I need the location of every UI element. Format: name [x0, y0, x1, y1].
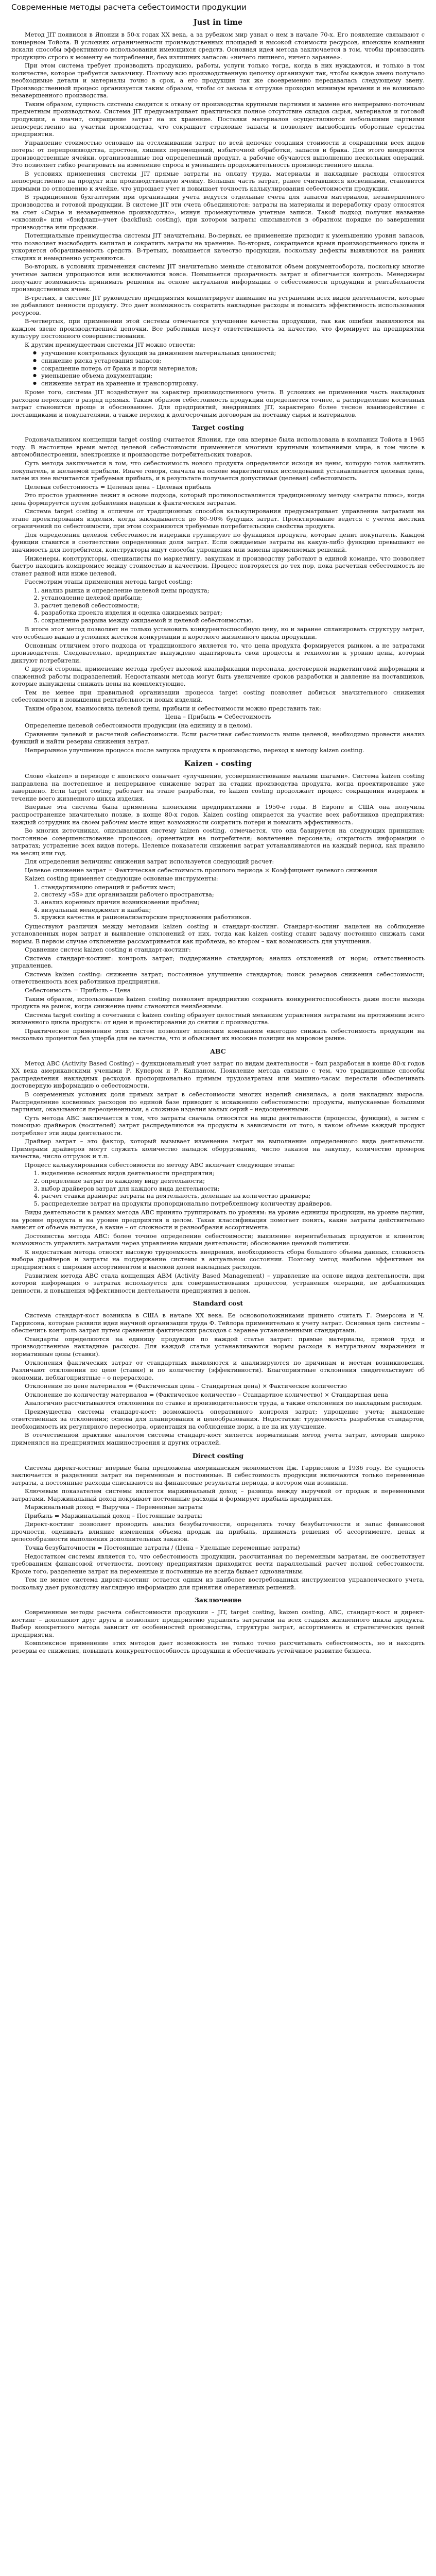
section-6 — [11, 1452, 425, 1591]
paragraph: Метод ABC (Activity Based Costing) – функциональный учет затрат по видам деятельности – был разработан в конце 80-х годов XX века американскими учеными Р. Купером и Р. Капланом. Появление метода связано с тем, что традиционные способы распределения накладных расходов пропорционально прямым трудозатратам или машино-часам перестали обеспечивать достоверную информацию о себестоимости. — [11, 1059, 425, 1090]
section-5 — [11, 1299, 425, 1446]
numbered-list — [11, 1170, 425, 1207]
list-item: 5. сокращение разрыва между ожидаемой и целевой себестоимостью. — [41, 617, 425, 624]
list-item: 3. выбор драйверов затрат для каждого вида деятельности; — [41, 1185, 425, 1193]
list-item: 1. анализ рынка и определение целевой цены продукта; — [41, 587, 425, 595]
paragraph: Кроме того, система JIT воздействует на характер производственного учета. В условиях ее применения часть накладных расходов переходит в разряд прямых. Таким образом себестоимость продукции определяется точнее, а распределение косвенных затрат становится проще и обоснованнее. Для предприятий, внедривших JIT, характерно более тесное взаимодействие с поставщиками и покупателями, а также переход к долгосрочным договорам на поставку сырья и материалов. — [11, 388, 425, 418]
paragraph: Практическое применение этих систем позволяет японским компаниям ежегодно снижать себестоимость продукции на несколько процентов без ущерба для ее качества, что и объясняет их высокие позиции на мировом рынке. — [11, 1027, 425, 1042]
paragraph: В условиях применения системы JIT прямые затраты на оплату труда, материалы и накладные расходы относятся непосредственно на продукт или производственную ячейку. Большая часть затрат, ранее считавшихся косвенными, становится прямыми по отношению к ячейке, что упрощает учет и повышает точность калькулирования себестоимости продукции. — [11, 170, 425, 192]
paragraph: Отклонение по цене материалов = (Фактическая цена – Стандартная цена) × Фактическое количество — [25, 1382, 347, 1390]
section-1 — [11, 19, 425, 418]
paragraph: Основным отличием этого подхода от традиционного является то, что цена продукта формируется рынком, а не затратами производителя. Следовательно, предприятие вынуждено адаптировать свои процессы и технологии к уровню цены, который диктуют потребители. — [11, 641, 425, 664]
list-item: 3. расчет целевой себестоимости; — [41, 602, 425, 609]
paragraph: Родоначальником концепции target costing считается Япония, где она впервые была использована в компании Тойота в 1965 году. В настоящее время метод целевой себестоимости применяется многими крупными компаниями мира, в том числе в автомобилестроении, электронике и производстве потребительских товаров. — [11, 436, 425, 459]
section-title: Заключение — [194, 1596, 242, 1604]
list-item: 5. кружки качества и рационализаторские предложения работников. — [41, 913, 425, 921]
section-4 — [11, 1047, 425, 1294]
paragraph: Система директ-костинг впервые была предложена американским экономистом Дж. Гаррисоном в 1936 году. Ее сущность заключается в разделении затрат на переменные и постоянные. В себестоимость продукции включаются только переменные затраты, а постоянные расходы списываются на финансовые результаты периода, в котором они возникли. — [11, 1464, 425, 1486]
section-3 — [11, 760, 425, 1042]
paragraph: Драйвер затрат – это фактор, который вызывает изменение затрат на выполнение определенного вида деятельности. Примерами драйверов могут служить количество наладок оборудования, число заказов на закупку, количество проверок качества, число отгрузок и т.п. — [11, 1138, 425, 1160]
paragraph: С другой стороны, применение метода требует высокой квалификации персонала, достоверной маркетинговой информации и слаженной работы подразделений. Недостатками метода могут быть увеличение сроков разработки и давление на поставщиков, которые вынуждены снижать цены на комплектующие. — [11, 665, 425, 688]
paragraph: Преимущества системы стандарт-кост: возможность оперативного контроля затрат; упрощение учета; выявление ответственных за отклонения; основа для планирования и ценообразования. Недостатки: трудоемкость разработки стандартов, необходимость их регулярного пересмотра, ориентация на соблюдение норм, а не на их улучшение. — [11, 1408, 425, 1430]
paragraph: Развитием метода ABC стала концепция ABM (Activity Based Management) – управление на основе видов деятельности, при которой информация о затратах используется для совершенствования процессов, устранения операций, не добавляющих ценности, и повышения эффективности деятельности предприятия в целом. — [11, 1272, 425, 1294]
paragraph: Система kaizen costing: снижение затрат; постоянное улучшение стандартов; поиск резервов снижения себестоимости; ответственность всех работников предприятия. — [11, 970, 425, 986]
paragraph: В-третьих, в системе JIT руководство предприятия концентрирует внимание на устранении всех видов деятельности, которые не добавляют ценности продукту. Это дает возможность сократить накладные расходы и повысить эффективность использования ресурсов. — [11, 294, 425, 316]
paragraph: Отклонения фактических затрат от стандартных выявляются и анализируются по причинам и местам возникновения. Различают отклонения по цене (ставке) и по количеству (эффективности). Благоприятные отклонения свидетельствуют об экономии, неблагоприятные – о перерасходе. — [11, 1359, 425, 1381]
list-item: ● уменьшение объема документации; — [41, 372, 425, 380]
paragraph: Недостатком системы является то, что себестоимость продукции, рассчитанная по переменным затратам, не соответствует требованиям финансовой отчетности, поэтому предприятиям приходится вести параллельный расчет полной себестоимости. Кроме того, разделение затрат на переменные и постоянные не всегда бывает однозначным. — [11, 1552, 425, 1575]
paragraph: Это простое уравнение лежит в основе подхода, который противопоставляется традиционному методу «затраты плюс», когда цена формируется путем добавления наценки к фактическим затратам. — [11, 492, 425, 506]
paragraph: Процесс калькулирования себестоимости по методу ABC включает следующие этапы: — [25, 1161, 295, 1168]
list-item: ● снижение риска устаревания запасов; — [41, 357, 425, 365]
paragraph: Таким образом, сущность системы сводится к отказу от производства крупными партиями и замене его непрерывно-поточным предметным производством. Система JIT предусматривает практически полное отсутствие складов сырья, материалов и готовой продукции, а значит, сокращение затрат на их хранение. Поставки материалов осуществляются небольшими партиями непосредственно на участки производства, что сокращает страховые запасы и позволяет высвободить оборотные средства предприятия. — [11, 100, 425, 138]
section-title: Standard cost — [193, 1299, 243, 1308]
paragraph: Виды деятельности в рамках метода ABC принято группировать по уровням: на уровне единицы продукции, на уровне партии, на уровне продукта и на уровне предприятия в целом. Такая классификация помогает понять, какие затраты действительно зависят от объема выпуска, а какие – от сложности и разнообразия ассортимента. — [11, 1209, 425, 1231]
paragraph: Система target costing в сочетании с kaizen costing образует целостный механизм управления затратами на протяжении всего жизненного цикла продукта: от идеи и проектирования до снятия с производства. — [11, 1011, 425, 1026]
paragraph: Во-вторых, в условиях применения системы JIT значительно меньше становится объем документооборота, поскольку многие учетные записи упрощаются или исключаются вовсе. Повышается прозрачность затрат и облегчается контроль. Менеджеры получают возможность принимать решения на основе актуальной информации о себестоимости продукции и рентабельности производственных ячеек. — [11, 263, 425, 293]
paragraph: Цена – Прибыль = Себестоимость — [165, 713, 271, 721]
paragraph: Суть метода заключается в том, что себестоимость нового продукта определяется исходя из цены, которую готов заплатить покупатель, и желаемой прибыли. Иначе говоря, сначала на основе маркетинговых исследований устанавливается целевая цена, затем из нее вычитается требуемая прибыль, и в результате получается допустимая (целевая) себестоимость. — [11, 459, 425, 482]
paragraph: Система target costing в отличие от традиционных способов калькулирования предусматривает управление затратами на этапе проектирования изделия, когда закладывается до 80–90% будущих затрат. Проектирование ведется с учетом жестких ограничений по себестоимости, при этом сохраняются требуемые потребительские свойства продукта. — [11, 507, 425, 530]
paragraph: Потенциальные преимущества системы JIT значительны. Во-первых, ее применение приводит к уменьшению уровня запасов, что позволяет высвободить капитал и сократить затраты на хранение. Во-вторых, сокращается время производственного цикла и ускоряется оборачиваемость средств. В-третьих, повышается качество продукции, поскольку дефекты выявляются на ранних стадиях и немедленно устраняются. — [11, 232, 425, 262]
paragraph: Рассмотрим этапы применения метода target costing: — [25, 578, 193, 586]
paragraph: Таким образом, взаимосвязь целевой цены, прибыли и себестоимости можно представить так: — [25, 704, 321, 712]
paragraph: Стандарты определяются на единицу продукции по каждой статье затрат: прямые материалы, прямой труд и производственные накладные расходы. Для каждой статьи устанавливаются нормы расхода в натуральном выражении и нормативные цены (ставки). — [11, 1335, 425, 1358]
paragraph: Ключевым показателем системы является маржинальный доход – разница между выручкой от продаж и переменными затратами. Маржинальный доход покрывает постоянные расходы и формирует прибыль предприятия. — [11, 1487, 425, 1502]
bullet-list — [11, 349, 425, 387]
document-title: Современные методы расчета себестоимости продукции — [11, 3, 247, 12]
list-item: ● снижение затрат на хранение и транспортировку. — [41, 380, 425, 387]
paragraph: Метод JIT появился в Японии в 50-х годах XX века, а за рубежом мир узнал о нем в начале 70-х. Его появление связывают с концерном Тойота. В условиях ограниченности производственных площадей и высокой стоимости ресурсов, японские компании искали способы эффективного использования имеющихся средств. Основная идея метода заключается в том, чтобы производить продукцию строго к моменту ее потребления, без излишних запасов: «ничего лишнего, ничего заранее». — [11, 31, 425, 61]
paragraph: В итоге этот метод позволяет не только установить конкурентоспособную цену, но и заранее спланировать структуру затрат, что особенно важно в условиях жесткой конкуренции и короткого жизненного цикла продукции. — [11, 625, 425, 641]
list-item: 4. расчет ставки драйвера: затраты на деятельность, деленные на количество драйвера; — [41, 1192, 425, 1200]
list-item: 1. выделение основных видов деятельности предприятия; — [41, 1170, 425, 1177]
paragraph: В традиционной бухгалтерии при организации учета ведутся отдельные счета для запасов материалов, незавершенного производства и готовой продукции. В системе JIT эти счета объединяются: затраты на материалы и переработку сразу относятся на счет «Сырье и незавершенное производство», минуя промежуточные учетные записи. Такой подход получил название «сквозной» или «бэкфлаш»-учет (backflush costing), при котором затраты списываются в обратном порядке по завершении производства или продажи. — [11, 193, 425, 231]
paragraph: В отечественной практике аналогом системы стандарт-кост является нормативный метод учета затрат, который широко применялся на предприятиях машиностроения и других отраслей. — [11, 1431, 425, 1446]
paragraph: В современных условиях доля прямых затрат в себестоимости многих изделий снизилась, а доля накладных выросла. Распределение косвенных расходов по единой базе приводит к искажению себестоимости: продукты, выпускаемые большими партиями, оказываются переоцененными, а сложные изделия малых серий – недооцененными. — [11, 1091, 425, 1113]
section-title: Target costing — [192, 423, 244, 432]
paragraph: Целевая себестоимость = Целевая цена – Целевая прибыль — [25, 483, 212, 490]
list-item: 4. визуальный менеджмент и канбан; — [41, 906, 425, 914]
paragraph: Суть метода ABC заключается в том, что затраты сначала относятся на виды деятельности (процессы, функции), а затем с помощью драйверов (носителей) затрат распределяются на продукты в зависимости от того, в каком объеме каждый продукт потребляет эти виды деятельности. — [11, 1114, 425, 1137]
document-body — [11, 19, 425, 1655]
section-title: Kaizen - costing — [184, 759, 252, 769]
list-item: ● улучшение контрольных функций за движением материальных ценностей; — [41, 349, 425, 357]
paragraph: Тем не менее при правильной организации процесса target costing позволяет добиться значительного снижения себестоимости и повышения рентабельности новых изделий. — [11, 688, 425, 704]
paragraph: Директ-костинг позволяет проводить анализ безубыточности, определять точку безубыточности и запас финансовой прочности, оценивать влияние изменения объема продаж на прибыль, принимать решения об ассортименте, ценах и целесообразности выполнения дополнительных заказов. — [11, 1520, 425, 1543]
paragraph: Прибыль = Маржинальный доход – Постоянные затраты — [25, 1512, 202, 1519]
paragraph: Kaizen costing применяет следующие основные инструменты: — [25, 875, 218, 883]
paragraph: Управление стоимостью основано на отслеживании затрат по всей цепочке создания стоимости и сокращении всех видов потерь: от перепроизводства, простоев, лишних перемещений, избыточной обработки, запасов и брака. Для этого внедряются производственные ячейки, организованные под определенный продукт, а рабочие обучаются выполнению нескольких операций. Это позволяет гибко реагировать на изменение спроса и уменьшить продолжительность производственного цикла. — [11, 139, 425, 169]
paragraph: Определение целевой себестоимости продукции (на единицу и в целом). — [25, 722, 252, 730]
paragraph: Сравнение целевой и расчетной себестоимости. Если расчетная себестоимость выше целевой, необходимо провести анализ функций и найти резервы снижения затрат. — [11, 730, 425, 745]
paragraph: Себестоимость = Прибыль – Цена — [25, 986, 131, 994]
paragraph: Слово «kaizen» в переводе с японского означает «улучшение, усовершенствование малыми шагами». Система kaizen costing направлена на постепенное и непрерывное снижение затрат на стадии производства продукта, когда проектирование уже завершено. Если target costing работает на этапе разработки, то kaizen costing продолжает процесс сокращения издержек в течение всего жизненного цикла изделия. — [11, 772, 425, 802]
paragraph: Сравнение систем kaizen costing и стандарт-костинг: — [25, 946, 191, 954]
paragraph: Во многих источниках, описывающих систему kaizen costing, отмечается, что она базируется на следующих принципах: постоянное совершенствование процессов; ориентация на потребителя; вовлечение персонала; открытость информации о затратах; устранение всех видов потерь. Целевые показатели снижения затрат устанавливаются на каждый период, как правило на месяц или год. — [11, 827, 425, 857]
list-item: 2. установление целевой прибыли; — [41, 594, 425, 602]
paragraph: Маржинальный доход = Выручка – Переменные затраты — [25, 1503, 203, 1511]
list-item: 3. анализ коренных причин возникновения проблем; — [41, 899, 425, 906]
paragraph: Впервые эта система была применена японскими предприятиями в 1950-е годы. В Европе и США она получила распространение значительно позже, в конце 80-х годов. Kaizen costing опирается на участие всех работников предприятия: каждый сотрудник на своем рабочем месте ищет возможности сократить потери и повысить эффективность. — [11, 803, 425, 826]
paragraph: Комплексное применение этих методов дает возможность не только точно рассчитывать себестоимость, но и находить резервы ее снижения, повышать конкурентоспособность продукции и обеспечивать устойчивое развитие бизнеса. — [11, 1639, 425, 1654]
section-title: ABC — [210, 1047, 226, 1055]
section-title: Just in time — [193, 18, 243, 27]
list-item: 5. распределение затрат на продукты пропорционально потребленному количеству драйверов. — [41, 1200, 425, 1208]
paragraph: Для определения величины снижения затрат используется следующий расчет: — [25, 858, 274, 866]
section-title: Direct costing — [192, 1451, 244, 1460]
paragraph: К недостаткам метода относят высокую трудоемкость внедрения, необходимость сбора большого объема данных, сложность выбора драйверов и затраты на поддержание системы в актуальном состоянии. Поэтому метод наиболее эффективен на предприятиях с широким ассортиментом и высокой долей накладных расходов. — [11, 1248, 425, 1271]
paragraph: Достоинства метода ABC: более точное определение себестоимости; выявление нерентабельных продуктов и клиентов; возможность управлять затратами через управление видами деятельности; обоснование ценовой политики. — [11, 1232, 425, 1247]
paragraph: К другим преимуществам системы JIT можно отнести: — [25, 341, 196, 348]
paragraph: Существуют различия между методами kaizen costing и стандарт-костинг. Стандарт-костинг нацелен на соблюдение установленных норм затрат и выявление отклонений от них, тогда как kaizen costing ставит задачу постоянно снижать сами нормы. В первом случае отклонение рассматривается как проблема, во втором – как возможность для улучшения. — [11, 922, 425, 945]
paragraph: При этом система требует производить продукцию, работы, услуги только тогда, когда в них нуждаются, и только в том количестве, которое требуется заказчику. Поэтому всю производственную цепочку организуют так, чтобы каждое звено получало необходимые детали и материалы точно в срок, а его продукция так же своевременно передавалась следующему звену. Производственный процесс организуется таким образом, чтобы от заказа к отгрузке проходил минимум времени и не возникало незавершенного производства. — [11, 62, 425, 99]
numbered-list — [11, 884, 425, 921]
list-item: 2. определение затрат по каждому виду деятельности; — [41, 1177, 425, 1185]
paragraph: Таким образом, использование kaizen costing позволяет предприятию сохранять конкурентоспособность даже после выхода продукта на рынок, когда снижение цены становится неизбежным. — [11, 995, 425, 1010]
paragraph: Точка безубыточности = Постоянные затраты / (Цена – Удельные переменные затраты) — [25, 1544, 300, 1551]
paragraph: Система стандарт-кост возникла в США в начале XX века. Ее основоположниками принято считать Г. Эмерсона и Ч. Гаррисона, которые развили идеи научной организации труда Ф. Тейлора применительно к учету затрат. Основная цель системы – обеспечить контроль затрат путем сравнения фактических расходов с заранее установленными стандартами. — [11, 1312, 425, 1334]
paragraph: Аналогично рассчитываются отклонения по ставке и производительности труда, а также отклонения по накладным расходам. — [25, 1399, 423, 1407]
paragraph: Инженеры, конструкторы, специалисты по маркетингу, закупкам и производству работают в единой команде, что позволяет быстро находить компромисс между стоимостью и качеством. Процесс повторяется до тех пор, пока расчетная себестоимость не станет равной или ниже целевой. — [11, 554, 425, 577]
list-item: ● сокращение потерь от брака и порчи материалов; — [41, 365, 425, 372]
paragraph: Для определения целевой себестоимости издержки группируют по функциям продукта, которые ценит покупатель. Каждой функции ставится в соответствие определенная доля затрат. Если ожидаемые затраты на какую-либо функцию превышают ее значимость для потребителя, конструкторы ищут способы упрощения или замены применяемых решений. — [11, 531, 425, 553]
list-item: 4. разработка проекта изделия и оценка ожидаемых затрат; — [41, 609, 425, 617]
paragraph: Непрерывное улучшение процесса после запуска продукта в производство, переход к методу kaizen costing. — [25, 746, 364, 754]
list-item: 1. стандартизацию операций и рабочих мест; — [41, 884, 425, 891]
paragraph: Отклонение по количеству материалов = (Фактическое количество – Стандартное количество) × Стандартная цена — [25, 1391, 388, 1398]
paragraph: Современные методы расчета себестоимости продукции – JIT, target costing, kaizen costing, ABC, стандарт-кост и директ-костинг – дополняют друг друга и позволяют предприятию управлять затратами на всех стадиях жизненного цикла продукта. Выбор конкретного метода зависит от особенностей производства, структуры затрат, ассортимента и стратегических целей предприятия. — [11, 1608, 425, 1638]
paragraph: Целевое снижение затрат = Фактическая себестоимость прошлого периода × Коэффициент целевого снижения — [25, 866, 377, 874]
paragraph: Система стандарт-костинг: контроль затрат; поддержание стандартов; анализ отклонений от норм; ответственность управленцев. — [11, 954, 425, 970]
numbered-list — [11, 587, 425, 624]
paragraph: В-четвертых, при применении этой системы отмечается улучшение качества продукции, так как ошибки выявляются на каждом звене производственной цепочки. Все работники несут ответственность за качество, что формирует на предприятии культуру постоянного совершенствования. — [11, 317, 425, 340]
list-item: 2. систему «5S» для организации рабочего пространства; — [41, 891, 425, 899]
section-7 — [11, 1596, 425, 1654]
paragraph: Тем не менее система директ-костинг остается одним из наиболее востребованных инструментов управленческого учета, поскольку дает руководству наглядную информацию для принятия оперативных решений. — [11, 1576, 425, 1591]
section-2 — [11, 423, 425, 754]
